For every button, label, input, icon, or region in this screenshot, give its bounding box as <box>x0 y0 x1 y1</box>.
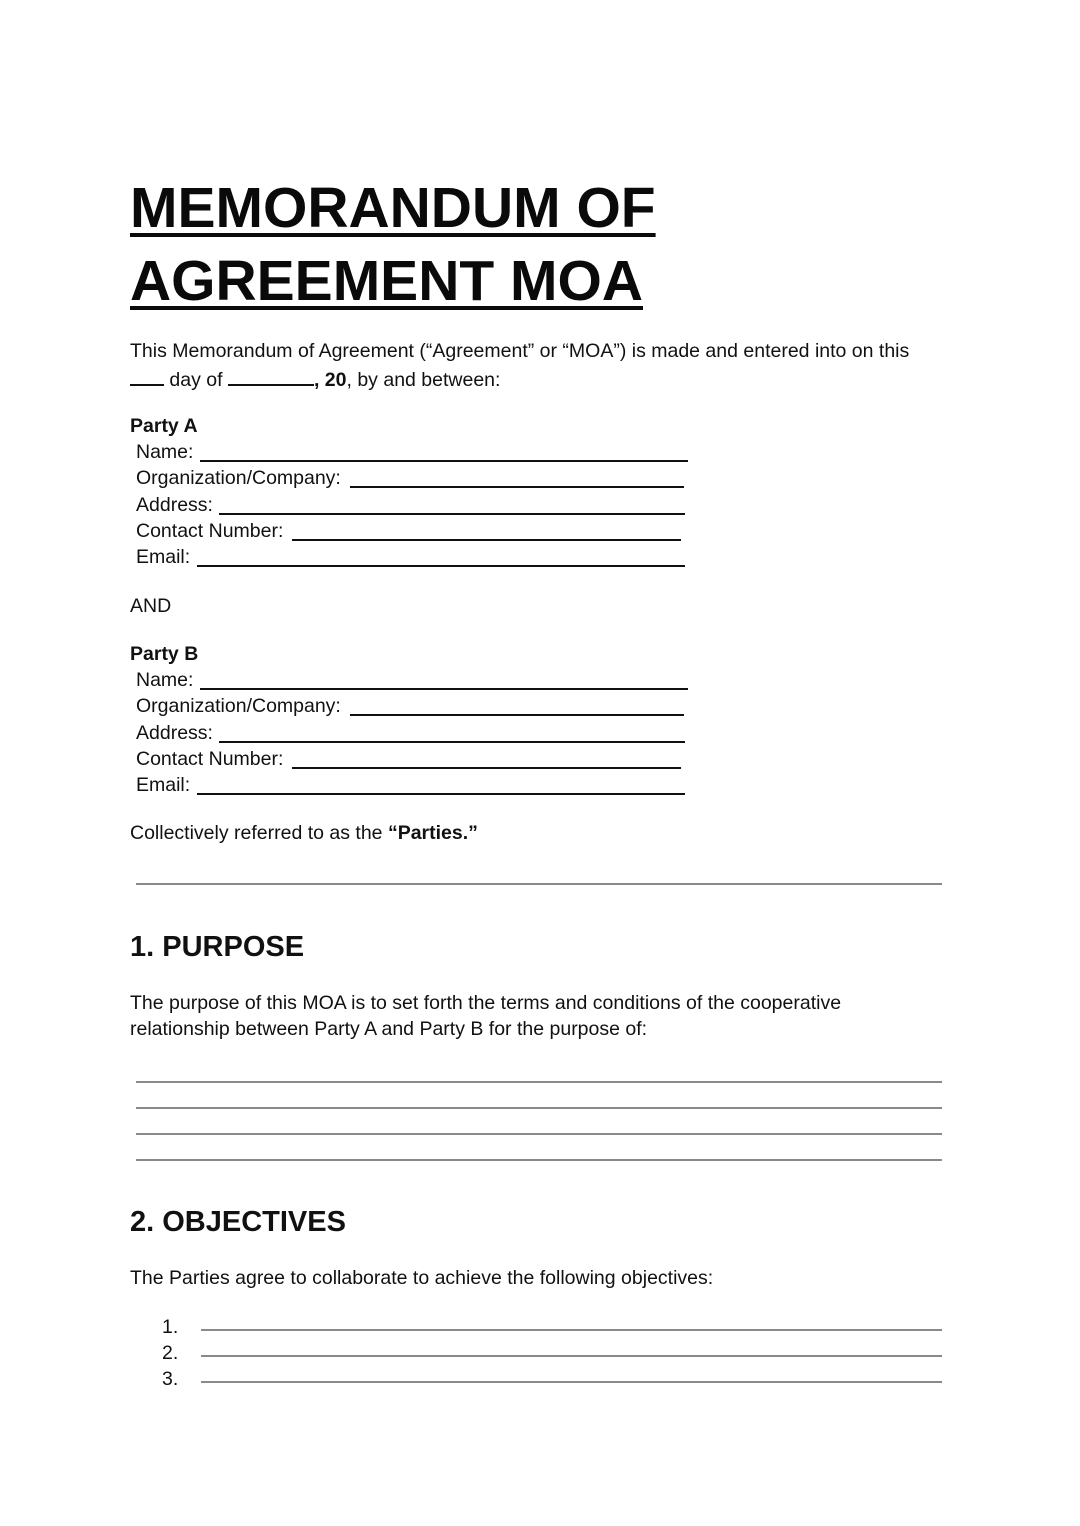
intro-line-1: This Memorandum of Agreement (“Agreement” or “MOA”) is made and entered into on this <box>130 340 910 362</box>
day-blank[interactable] <box>130 368 164 386</box>
document-title-line-1: MEMORANDUM OF <box>130 176 656 240</box>
party-b-organization-field[interactable] <box>350 714 684 716</box>
party-a-name-label: Name: <box>136 441 194 463</box>
purpose-write-line-4[interactable] <box>136 1159 942 1161</box>
purpose-heading: 1. PURPOSE <box>130 931 305 963</box>
objective-number-1: 1. <box>162 1316 179 1338</box>
party-b-address-label: Address: <box>136 722 213 744</box>
party-a-contact-label: Contact Number: <box>136 520 284 542</box>
year-prefix: , 20 <box>313 369 347 391</box>
party-a-name-field[interactable] <box>200 460 688 462</box>
party-b-name-label: Name: <box>136 669 194 691</box>
party-b-email-label: Email: <box>136 774 191 796</box>
collective-prefix: Collectively referred to as the <box>130 822 388 844</box>
purpose-write-line-2[interactable] <box>136 1107 942 1109</box>
party-a-organization-label: Organization/Company: <box>136 467 341 489</box>
party-b-heading: Party B <box>130 643 199 665</box>
objectives-intro: The Parties agree to collaborate to achieve the following objectives: <box>130 1267 714 1289</box>
party-b-organization-label: Organization/Company: <box>136 695 341 717</box>
party-a-email-field[interactable] <box>197 565 685 567</box>
objective-line-2[interactable] <box>201 1355 942 1357</box>
party-b-email-field[interactable] <box>197 793 685 795</box>
party-a-address-field[interactable] <box>219 513 685 515</box>
parties-term: “Parties.” <box>387 822 478 844</box>
party-a-contact-field[interactable] <box>292 539 681 541</box>
party-a-address-label: Address: <box>136 494 213 516</box>
party-a-heading: Party A <box>130 415 198 437</box>
objective-line-1[interactable] <box>201 1329 942 1331</box>
and-separator: AND <box>130 595 172 617</box>
party-b-contact-label: Contact Number: <box>136 748 284 770</box>
party-b-name-field[interactable] <box>200 688 688 690</box>
objective-number-2: 2. <box>162 1342 179 1364</box>
document-title-line-2: AGREEMENT MOA <box>130 249 643 313</box>
objectives-heading: 2. OBJECTIVES <box>130 1206 346 1238</box>
day-of-text: day of <box>164 369 228 391</box>
purpose-text-line-2: relationship between Party A and Party B for the purpose of: <box>130 1018 648 1040</box>
collective-statement <box>130 824 478 844</box>
party-b-address-field[interactable] <box>219 741 685 743</box>
party-b-contact-field[interactable] <box>292 767 681 769</box>
objective-line-3[interactable] <box>201 1381 942 1383</box>
month-blank[interactable] <box>228 368 314 386</box>
objective-number-3: 3. <box>162 1368 179 1390</box>
intro-by-and-between: , by and between: <box>346 369 501 391</box>
intro-line-2 <box>130 368 500 391</box>
party-a-organization-field[interactable] <box>350 486 684 488</box>
party-a-email-label: Email: <box>136 546 191 568</box>
purpose-text-line-1: The purpose of this MOA is to set forth the terms and conditions of the cooperative <box>130 992 842 1014</box>
section-divider <box>136 883 942 885</box>
purpose-write-line-3[interactable] <box>136 1133 942 1135</box>
purpose-write-line-1[interactable] <box>136 1081 942 1083</box>
